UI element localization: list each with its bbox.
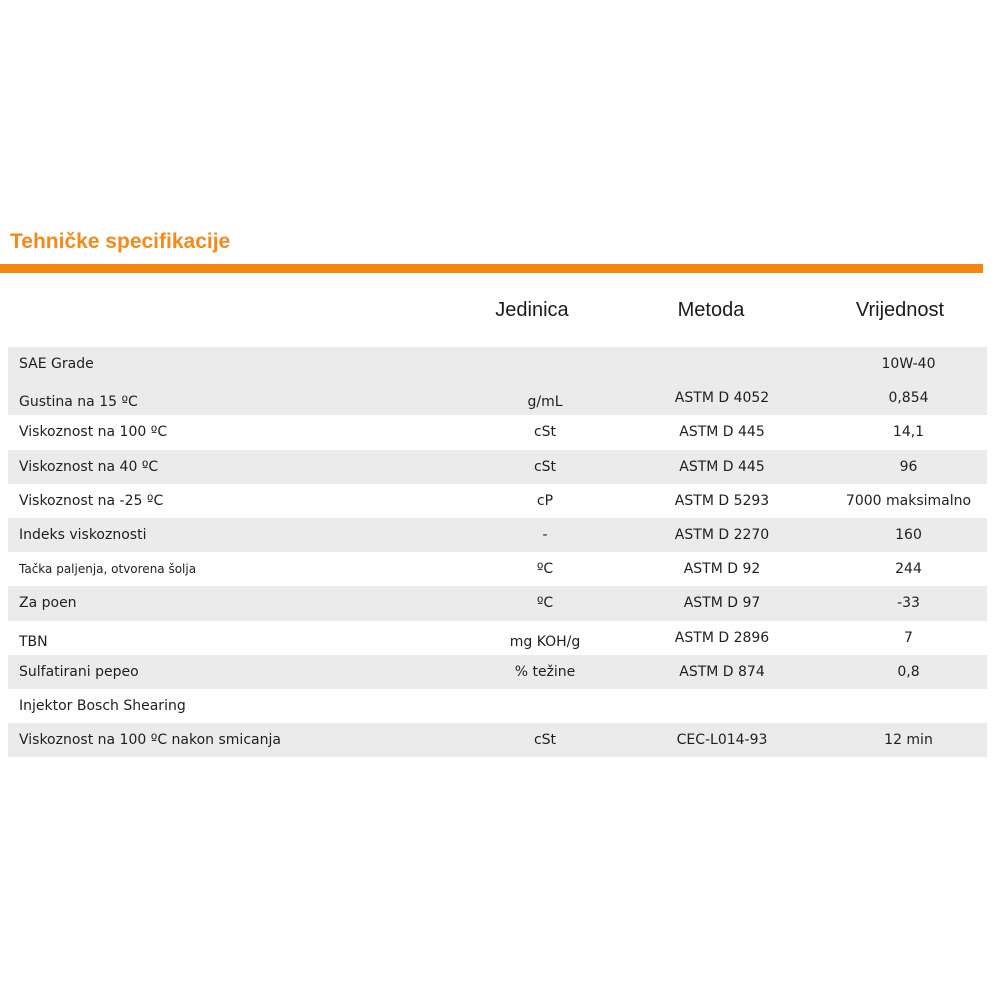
row-value: 244 bbox=[895, 561, 922, 578]
table-row bbox=[8, 552, 987, 586]
row-unit: cSt bbox=[533, 458, 557, 475]
row-name: Za poen bbox=[19, 595, 77, 612]
row-value: 7000 maksimalno bbox=[845, 492, 972, 509]
row-name: Tačka paljenja, otvorena šolja bbox=[19, 562, 197, 577]
row-value: 96 bbox=[899, 458, 918, 475]
row-value: 160 bbox=[895, 526, 922, 543]
table-row bbox=[8, 484, 987, 518]
table-row bbox=[8, 689, 987, 723]
row-value: 12 min bbox=[884, 732, 933, 749]
page-title: Tehničke specifikacije bbox=[10, 230, 231, 253]
row-name: Viskoznost na 40 ºC bbox=[19, 458, 159, 475]
row-method bbox=[650, 689, 794, 723]
row-name: TBN bbox=[19, 633, 48, 650]
row-name: Viskoznost na 100 ºC bbox=[19, 424, 168, 441]
row-unit bbox=[470, 347, 620, 381]
row-method: ASTM D 445 bbox=[679, 458, 765, 475]
row-method: ASTM D 2896 bbox=[674, 629, 770, 646]
table-row bbox=[8, 450, 987, 484]
row-value: -33 bbox=[897, 595, 920, 612]
row-unit: - bbox=[542, 526, 548, 543]
row-value: 0,8 bbox=[897, 663, 920, 680]
row-method: ASTM D 2270 bbox=[674, 526, 770, 543]
header-method: Metoda bbox=[677, 299, 745, 321]
title-divider bbox=[0, 264, 983, 273]
row-value: 0,854 bbox=[888, 390, 929, 407]
row-value: 14,1 bbox=[892, 424, 925, 441]
row-name: Injektor Bosch Shearing bbox=[19, 697, 186, 714]
row-method bbox=[650, 347, 794, 381]
table-row bbox=[8, 655, 987, 689]
table-row bbox=[8, 347, 987, 381]
row-name: Sulfatirani pepeo bbox=[19, 663, 139, 680]
row-unit bbox=[470, 689, 620, 723]
row-value bbox=[830, 689, 987, 723]
table-row bbox=[8, 381, 987, 415]
row-unit: g/mL bbox=[527, 394, 563, 411]
row-method: ASTM D 97 bbox=[683, 595, 761, 612]
row-method: ASTM D 874 bbox=[679, 663, 765, 680]
row-value: 7 bbox=[904, 629, 913, 646]
row-name: SAE Grade bbox=[19, 356, 94, 372]
row-name: Viskoznost na -25 ºC bbox=[19, 492, 164, 509]
table-row bbox=[8, 415, 987, 449]
table-row bbox=[8, 723, 987, 757]
table-row bbox=[8, 518, 987, 552]
row-value: 10W-40 bbox=[881, 356, 936, 372]
row-method: ASTM D 4052 bbox=[674, 390, 770, 407]
table-header bbox=[8, 292, 987, 328]
row-name: Gustina na 15 ºC bbox=[19, 394, 138, 411]
row-method: ASTM D 5293 bbox=[674, 492, 770, 509]
spec-table bbox=[8, 347, 987, 757]
row-unit: % težine bbox=[514, 663, 576, 680]
row-unit: ºC bbox=[536, 561, 554, 578]
row-method: CEC-L014-93 bbox=[676, 732, 768, 749]
row-unit: cP bbox=[536, 492, 554, 509]
row-unit: mg KOH/g bbox=[509, 633, 581, 650]
header-value: Vrijednost bbox=[855, 299, 945, 321]
table-row bbox=[8, 621, 987, 655]
row-unit: ºC bbox=[536, 595, 554, 612]
table-row bbox=[8, 586, 987, 620]
row-method: ASTM D 445 bbox=[679, 424, 765, 441]
row-unit: cSt bbox=[533, 424, 557, 441]
row-name: Indeks viskoznosti bbox=[19, 526, 147, 543]
header-unit: Jedinica bbox=[495, 299, 569, 321]
row-method: ASTM D 92 bbox=[683, 561, 761, 578]
row-unit: cSt bbox=[533, 732, 557, 749]
row-name: Viskoznost na 100 ºC nakon smicanja bbox=[19, 732, 281, 749]
